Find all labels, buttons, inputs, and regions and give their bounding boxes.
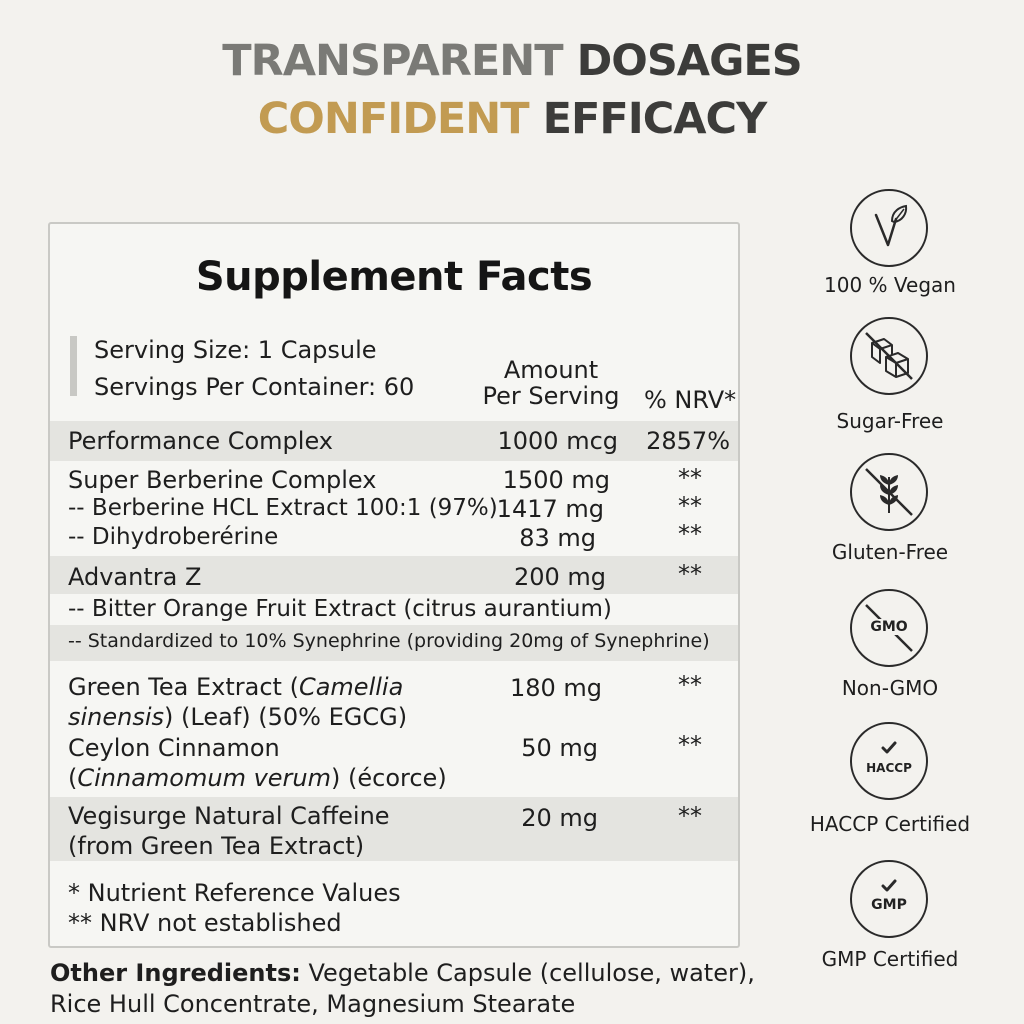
table-row-nrv: ** [678, 492, 702, 520]
gmp-text: GMP [871, 897, 907, 913]
serving-size: Serving Size: 1 Capsule [94, 336, 377, 364]
badge-label-gluten-free: Gluten-Free [831, 540, 949, 564]
table-row-amount: 83 mg [519, 524, 596, 552]
table-row-name-continued: (Cinnamomum verum) (écorce) [68, 764, 447, 792]
table-row-amount: 20 mg [521, 804, 598, 832]
table-row-nrv: ** [678, 802, 702, 830]
other-ingredients-text: Vegetable Capsule (cellulose, water), [300, 959, 755, 987]
table-row-name-continued: (from Green Tea Extract) [68, 832, 365, 860]
badge-label-haccp: HACCP Certified [809, 812, 971, 836]
wheat-icon [850, 453, 928, 531]
headline-word-transparent: TRANSPARENT [222, 36, 563, 86]
table-row-name: -- Dihydroberérine [68, 524, 279, 550]
table-row-nrv: ** [678, 560, 702, 588]
gmo-icon [850, 589, 928, 667]
table-row-name-continued: sinensis) (Leaf) (50% EGCG) [68, 703, 408, 731]
table-row-amount: 1500 mg [502, 466, 610, 494]
gmp-icon [850, 860, 928, 938]
headline-line-2 [0, 94, 1024, 144]
table-row-nrv: ** [678, 464, 702, 492]
table-row-nrv: ** [678, 731, 702, 759]
table-row-nrv: 2857% [646, 427, 730, 455]
gmo-text: GMO [868, 619, 910, 635]
other-ingredients-text-2: Rice Hull Concentrate, Magnesium Stearate [50, 990, 576, 1018]
table-row-name: -- Standardized to 10% Synephrine (providing 20mg of Synephrine) [68, 630, 710, 652]
facts-title: Supplement Facts [195, 254, 593, 300]
table-row-amount: 200 mg [513, 563, 606, 591]
headline-word-dosages: DOSAGES [576, 36, 802, 86]
badge-label-gmp: GMP Certified [821, 947, 959, 971]
supplement-facts-panel [48, 222, 740, 948]
table-row-name: Advantra Z [68, 563, 202, 591]
table-row-name: Ceylon Cinnamon [68, 734, 280, 762]
haccp-icon [850, 722, 928, 800]
sugar-cubes-icon [850, 317, 928, 395]
table-row-name: Vegisurge Natural Caffeine [68, 802, 390, 830]
table-row-name: Performance Complex [68, 427, 333, 455]
servings-per-container: Servings Per Container: 60 [94, 373, 415, 401]
amount-header: Amount Per Serving [482, 356, 620, 410]
badge-label-sugar-free: Sugar-Free [836, 409, 944, 433]
badge-label-non-gmo: Non-GMO [841, 676, 939, 700]
headline-word-confident: CONFIDENT [257, 94, 529, 144]
footnote-nrv: * Nutrient Reference Values [68, 879, 401, 907]
haccp-text: HACCP [866, 761, 912, 775]
table-row-name: Super Berberine Complex [68, 466, 377, 494]
headline-line-1 [0, 36, 1024, 86]
table-row-name: -- Bitter Orange Fruit Extract (citrus aurantium) [68, 596, 612, 622]
table-row-amount: 50 mg [521, 734, 598, 762]
table-row-amount: 1417 mg [496, 495, 604, 523]
table-row-name: Green Tea Extract (Camellia [68, 673, 404, 701]
table-row-amount: 1000 mcg [497, 427, 618, 455]
other-ingredients-label: Other Ingredients: [50, 959, 301, 987]
nrv-header: % NRV* [644, 386, 737, 414]
footnote-not-established: ** NRV not established [68, 909, 342, 937]
vegan-leaf-icon [850, 189, 928, 267]
other-ingredients [50, 958, 810, 1020]
table-row-nrv: ** [678, 671, 702, 699]
serving-accent-bar [70, 336, 77, 396]
table-row-nrv: ** [678, 520, 702, 548]
headline-word-efficacy: EFFICACY [542, 94, 767, 144]
badge-label-vegan: 100 % Vegan [824, 273, 956, 297]
table-row-amount: 180 mg [509, 674, 602, 702]
table-row-name: -- Berberine HCL Extract 100:1 (97%) [68, 495, 498, 521]
